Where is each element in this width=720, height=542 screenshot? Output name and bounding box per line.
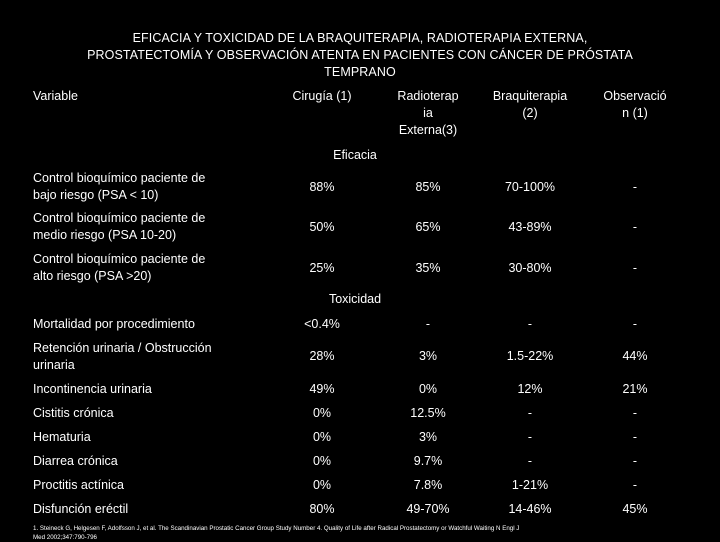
cell-observation: -: [632, 220, 638, 234]
cell-external-radiotherapy: 3%: [418, 349, 438, 363]
row-label: Incontinencia urinaria: [33, 382, 152, 396]
cell-surgery: 88%: [309, 180, 335, 194]
cell-external-radiotherapy: -: [425, 317, 431, 331]
header-surgery: Cirugía (1): [292, 89, 352, 103]
cell-observation: 45%: [622, 502, 648, 516]
cell-surgery: <0.4%: [304, 317, 340, 331]
cell-external-radiotherapy: 85%: [415, 180, 441, 194]
cell-external-radiotherapy: 3%: [418, 430, 438, 444]
cell-surgery: 0%: [312, 430, 332, 444]
row-label: Mortalidad por procedimiento: [33, 317, 195, 331]
row-label: Control bioquímico paciente de bajo riesgo (PSA < 10): [33, 171, 206, 202]
title-line-3: TEMPRANO: [324, 65, 396, 79]
cell-observation: -: [632, 180, 638, 194]
row-label: Control bioquímico paciente de medio riesgo (PSA 10-20): [33, 211, 206, 242]
cell-brachytherapy: 70-100%: [504, 180, 556, 194]
cell-brachytherapy: -: [527, 406, 533, 420]
slide-title: [20, 30, 700, 81]
cell-observation: -: [632, 478, 638, 492]
cell-brachytherapy: 43-89%: [508, 220, 552, 234]
cell-observation: -: [632, 317, 638, 331]
cell-external-radiotherapy: 9.7%: [413, 454, 443, 468]
section-efficacy: Eficacia: [333, 148, 377, 162]
cell-brachytherapy: -: [527, 454, 533, 468]
cell-observation: -: [632, 261, 638, 275]
cell-surgery: 0%: [312, 454, 332, 468]
title-line-1: EFICACIA Y TOXICIDAD DE LA BRAQUITERAPIA, RADIOTERAPIA EXTERNA,: [132, 31, 588, 45]
row-label: Disfunción eréctil: [33, 502, 129, 516]
cell-brachytherapy: 1.5-22%: [506, 349, 554, 363]
cell-surgery: 0%: [312, 478, 332, 492]
cell-brachytherapy: 14-46%: [508, 502, 552, 516]
cell-brachytherapy: 1-21%: [511, 478, 549, 492]
cell-external-radiotherapy: 49-70%: [406, 502, 450, 516]
header-variable: Variable: [33, 89, 78, 103]
section-toxicity: Toxicidad: [328, 292, 382, 306]
footnote-citation: 1. Steineck G, Helgesen F, Adolfsson J, et al. The Scandinavian Prostatic Cancer Group Study Number 4. Quality of Life after Radical Prostatectomy or Watchful Waiting N Engl J Med 2002;347:790-796: [33, 525, 520, 541]
cell-external-radiotherapy: 35%: [415, 261, 441, 275]
cell-observation: -: [632, 430, 638, 444]
row-label: Cistitis crónica: [33, 406, 114, 420]
cell-brachytherapy: -: [527, 317, 533, 331]
title-line-2: PROSTATECTOMÍA Y OBSERVACIÓN ATENTA EN PACIENTES CON CÁNCER DE PRÓSTATA: [87, 48, 633, 62]
header-brachytherapy: Braquiterapia (2): [492, 89, 568, 120]
cell-brachytherapy: 12%: [517, 382, 543, 396]
cell-observation: -: [632, 454, 638, 468]
cell-surgery: 50%: [309, 220, 335, 234]
row-label: Proctitis actínica: [33, 478, 125, 492]
row-label: Control bioquímico paciente de alto riesgo (PSA >20): [33, 252, 206, 283]
cell-brachytherapy: 30-80%: [508, 261, 552, 275]
cell-surgery: 0%: [312, 406, 332, 420]
cell-external-radiotherapy: 12.5%: [410, 406, 446, 420]
cell-observation: -: [632, 406, 638, 420]
header-external-radiotherapy: Radioterap ia Externa(3): [397, 89, 459, 137]
cell-surgery: 28%: [309, 349, 335, 363]
cell-external-radiotherapy: 65%: [415, 220, 441, 234]
cell-surgery: 49%: [309, 382, 335, 396]
cell-surgery: 25%: [309, 261, 335, 275]
cell-brachytherapy: -: [527, 430, 533, 444]
row-label: Diarrea crónica: [33, 454, 118, 468]
cell-external-radiotherapy: 7.8%: [413, 478, 443, 492]
row-label: Retención urinaria / Obstrucción urinaria: [33, 341, 212, 372]
cell-observation: 44%: [622, 349, 648, 363]
row-label: Hematuria: [33, 430, 91, 444]
cell-external-radiotherapy: 0%: [418, 382, 438, 396]
cell-surgery: 80%: [309, 502, 335, 516]
cell-observation: 21%: [622, 382, 648, 396]
header-observation: Observació n (1): [603, 89, 667, 120]
